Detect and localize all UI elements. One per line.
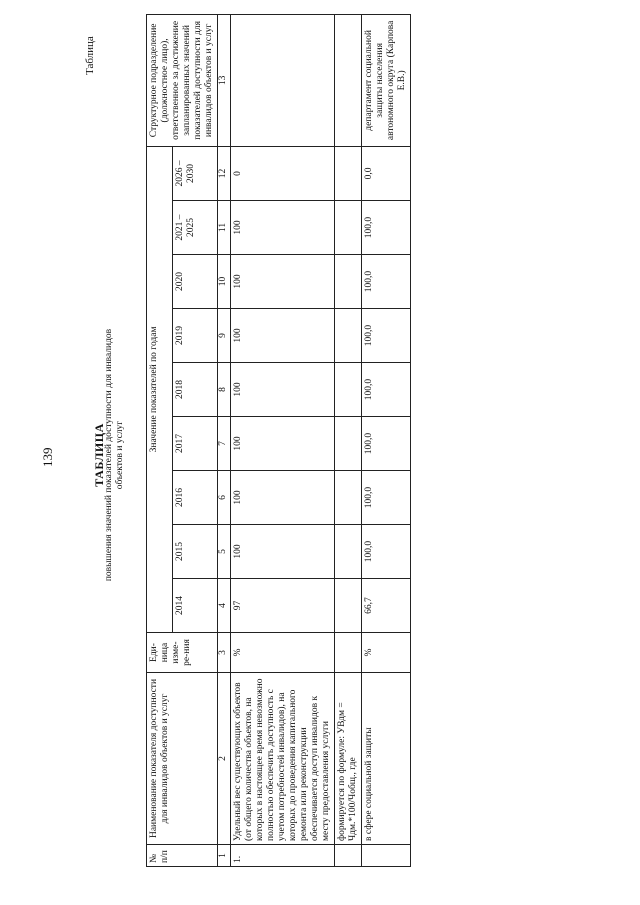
column-number: 8 [218,363,231,417]
value-cell: 0,0 [362,146,411,200]
value-cell: 100,0 [362,255,411,309]
column-number-row [218,14,231,866]
unit-cell: % [231,633,335,673]
value-cell: 100,0 [362,525,411,579]
column-number: 12 [218,146,231,200]
table-label: Таблица [84,36,96,75]
value-cell [335,309,362,363]
row-number [362,845,411,867]
indicator-sphere: в сфере социальной защиты [362,673,411,845]
value-cell [335,146,362,200]
document-title: ТАБЛИЦА [92,423,106,487]
value-cell: 100 [231,525,335,579]
column-number: 7 [218,417,231,471]
responsible-cell: департамент социальной защиты населения автономного округа (Карпова Е.В.) [362,14,411,146]
column-number: 6 [218,471,231,525]
column-number: 2 [218,673,231,845]
responsible-cell [335,14,362,146]
column-number: 10 [218,255,231,309]
subtitle-line-1: повышения значений показателей доступности для инвалидов [104,328,114,582]
header-year: 2014 [173,579,218,633]
header-indicator-name: Наименование показателя доступности для инвалидов объектов и услуг [147,673,218,845]
column-number: 5 [218,525,231,579]
indicator-name: Удельный вес существующих объектов (от общего количества объектов, на которых в настоящее время невозможно полностью обеспечить доступность с учетом потребностей инвалидов), на которых до проведения капитального ремонта или реконструкции обеспечивается доступ инвалидов к месту предоставления услуги [231,673,335,845]
table-row [231,14,335,866]
table-row [362,14,411,866]
value-cell [335,471,362,525]
column-number: 9 [218,309,231,363]
header-unit: Еди-ница изме-ре-ния [147,633,218,673]
value-cell: 100,0 [362,363,411,417]
value-cell: 100,0 [362,201,411,255]
value-cell [335,255,362,309]
unit-cell: % [362,633,411,673]
value-cell [335,201,362,255]
header-year: 2020 [173,255,218,309]
header-year: 2018 [173,363,218,417]
column-number: 3 [218,633,231,673]
column-number: 13 [218,14,231,146]
value-cell: 66,7 [362,579,411,633]
value-cell: 100 [231,255,335,309]
column-number: 4 [218,579,231,633]
header-year: 2021 – 2025 [173,201,218,255]
value-cell: 100 [231,201,335,255]
row-number: 1. [231,845,335,867]
responsible-cell [231,14,335,146]
document-subtitle [104,255,126,655]
indicator-formula: формируется по формуле: УВдм = Чдм.*100/Чобщ., где [335,673,362,845]
header-year: 2015 [173,525,218,579]
unit-cell [335,633,362,673]
column-number: 1 [218,845,231,867]
value-cell [335,363,362,417]
header-responsible: Структурное подразделение (должностное лицо), ответственное за достижение запланированных значений показателей доступности для инвалидов объектов и услуг [147,14,218,146]
value-cell: 97 [231,579,335,633]
header-year: 2026 – 2030 [173,146,218,200]
header-year: 2019 [173,309,218,363]
value-cell: 100 [231,363,335,417]
header-values-by-year: Значение показателей по годам [147,146,173,632]
header-year: 2016 [173,471,218,525]
value-cell: 100 [231,417,335,471]
value-cell: 0 [231,146,335,200]
subtitle-line-2: объектов и услуг [115,420,125,490]
header-num: № п/п [147,845,218,867]
header-row-1 [147,14,173,866]
value-cell [335,525,362,579]
value-cell: 100,0 [362,309,411,363]
page-number: 139 [40,447,55,467]
value-cell: 100 [231,471,335,525]
indicators-table [146,14,411,867]
value-cell: 100 [231,309,335,363]
table-row [335,14,362,866]
value-cell: 100,0 [362,417,411,471]
header-year: 2017 [173,417,218,471]
row-number [335,845,362,867]
value-cell: 100,0 [362,471,411,525]
value-cell [335,579,362,633]
column-number: 11 [218,201,231,255]
value-cell [335,417,362,471]
